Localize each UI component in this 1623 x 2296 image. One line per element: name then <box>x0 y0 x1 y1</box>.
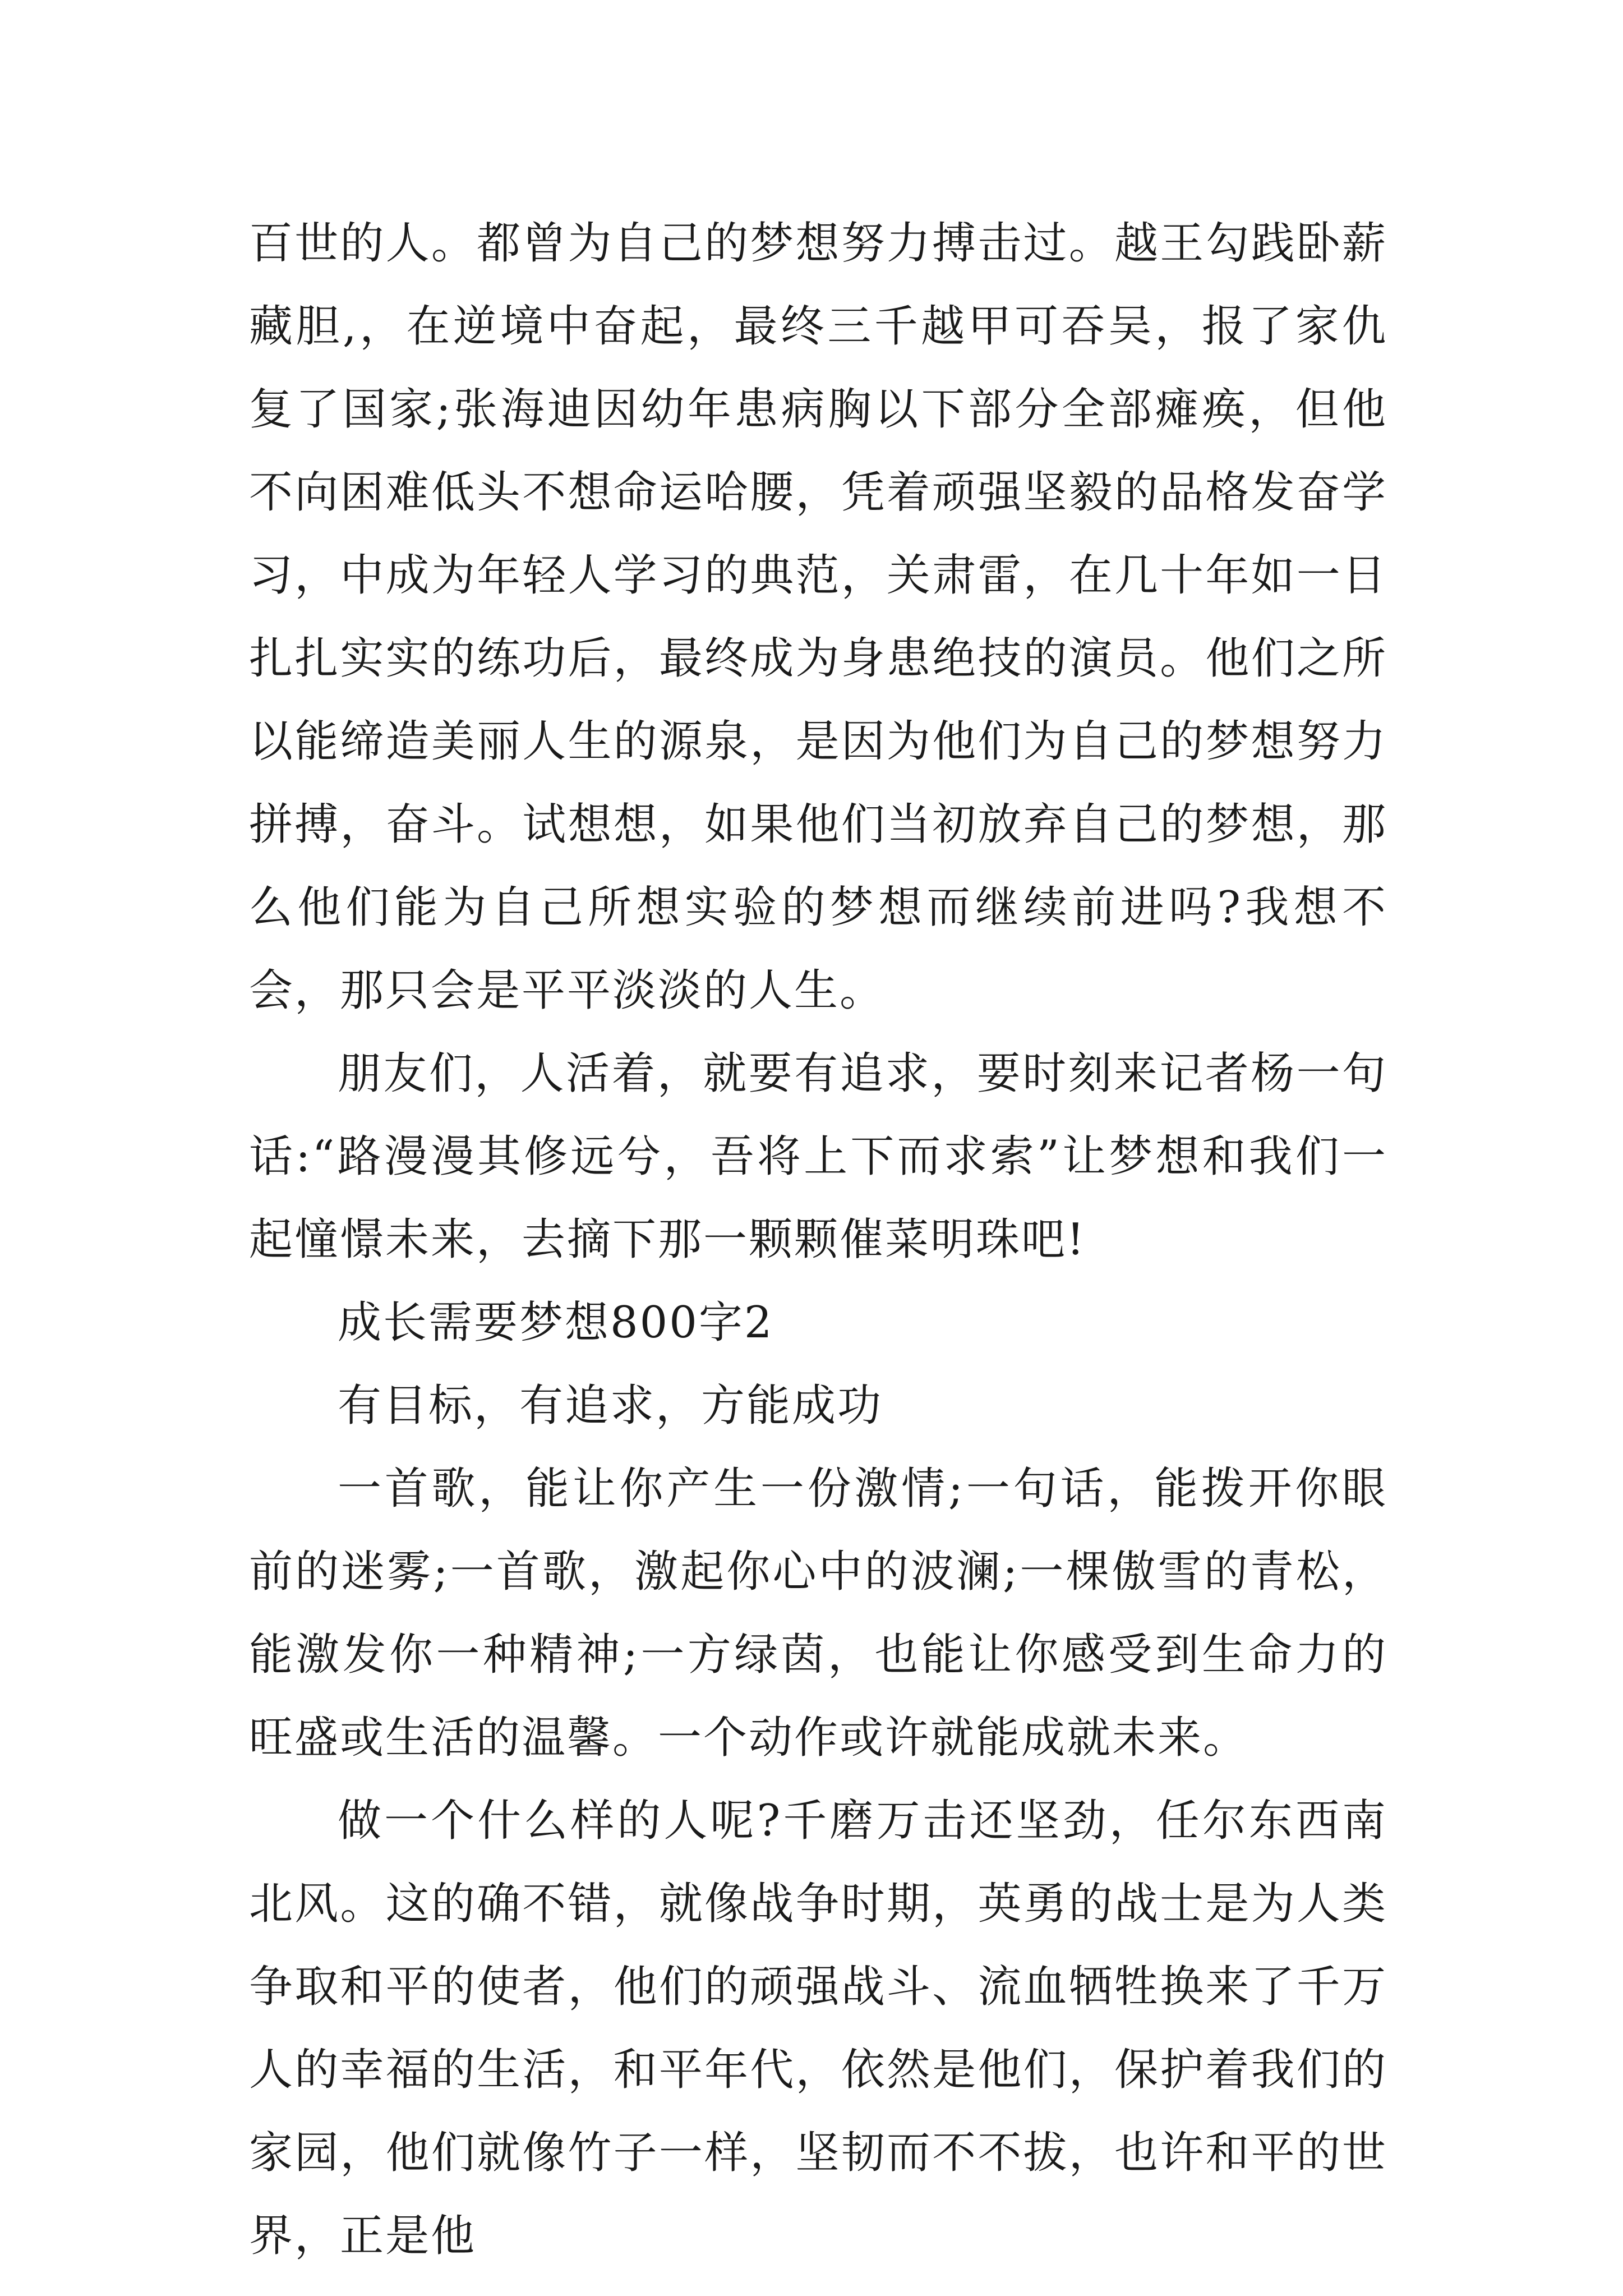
paragraph-continuation: 百世的人。都曾为自己的梦想努力搏击过。越王勾践卧薪藏胆,，在逆境中奋起，最终三千越甲可吞吴，报了家仇复了国家;张海迪因幼年患病胸以下部分全部瘫痪，但他不向困难低头不想命运哈腰，凭着顽强坚毅的品格发奋学习，中成为年轻人学习的典范，关肃雷，在几十年如一日扎扎实实的练功后，最终成为身患绝技的演员。他们之所以能缔造美丽人生的源泉，是因为他们为自己的梦想努力拼搏，奋斗。试想想，如果他们当初放弃自己的梦想，那么他们能为自己所想实验的梦想而继续前进吗?我想不会，那只会是平平淡淡的人生。 <box>249 218 1387 1016</box>
document-body <box>249 202 1387 2277</box>
essay-subtitle: 有目标，有追求，方能成功 <box>338 1381 883 1431</box>
paragraph-friends: 朋友们，人活着，就要有追求，要时刻来记者杨一句话:“路漫漫其修远兮，吾将上下而求索”让梦想和我们一起憧憬未来，去摘下那一颗颗催菜明珠吧! <box>249 1048 1387 1265</box>
paragraph-person: 做一个什么样的人呢?千磨万击还坚劲，任尔东西南北风。这的确不错，就像战争时期，英勇的战士是为人类争取和平的使者，他们的顽强战斗、流血牺牲换来了千万人的幸福的生活，和平年代，依然是他们，保护着我们的家园，他们就像竹子一样，坚韧而不不拔，也许和平的世界，正是他 <box>249 1796 1387 2261</box>
essay-title: 成长需要梦想800字2 <box>338 1297 774 1348</box>
paragraph-song: 一首歌，能让你产生一份激情;一句话，能拨开你眼前的迷雾;一首歌，激起你心中的波澜;一棵傲雪的青松，能激发你一种精神;一方绿茵，也能让你感受到生命力的旺盛或生活的温馨。一个动作或许就能成就未来。 <box>249 1464 1387 1763</box>
